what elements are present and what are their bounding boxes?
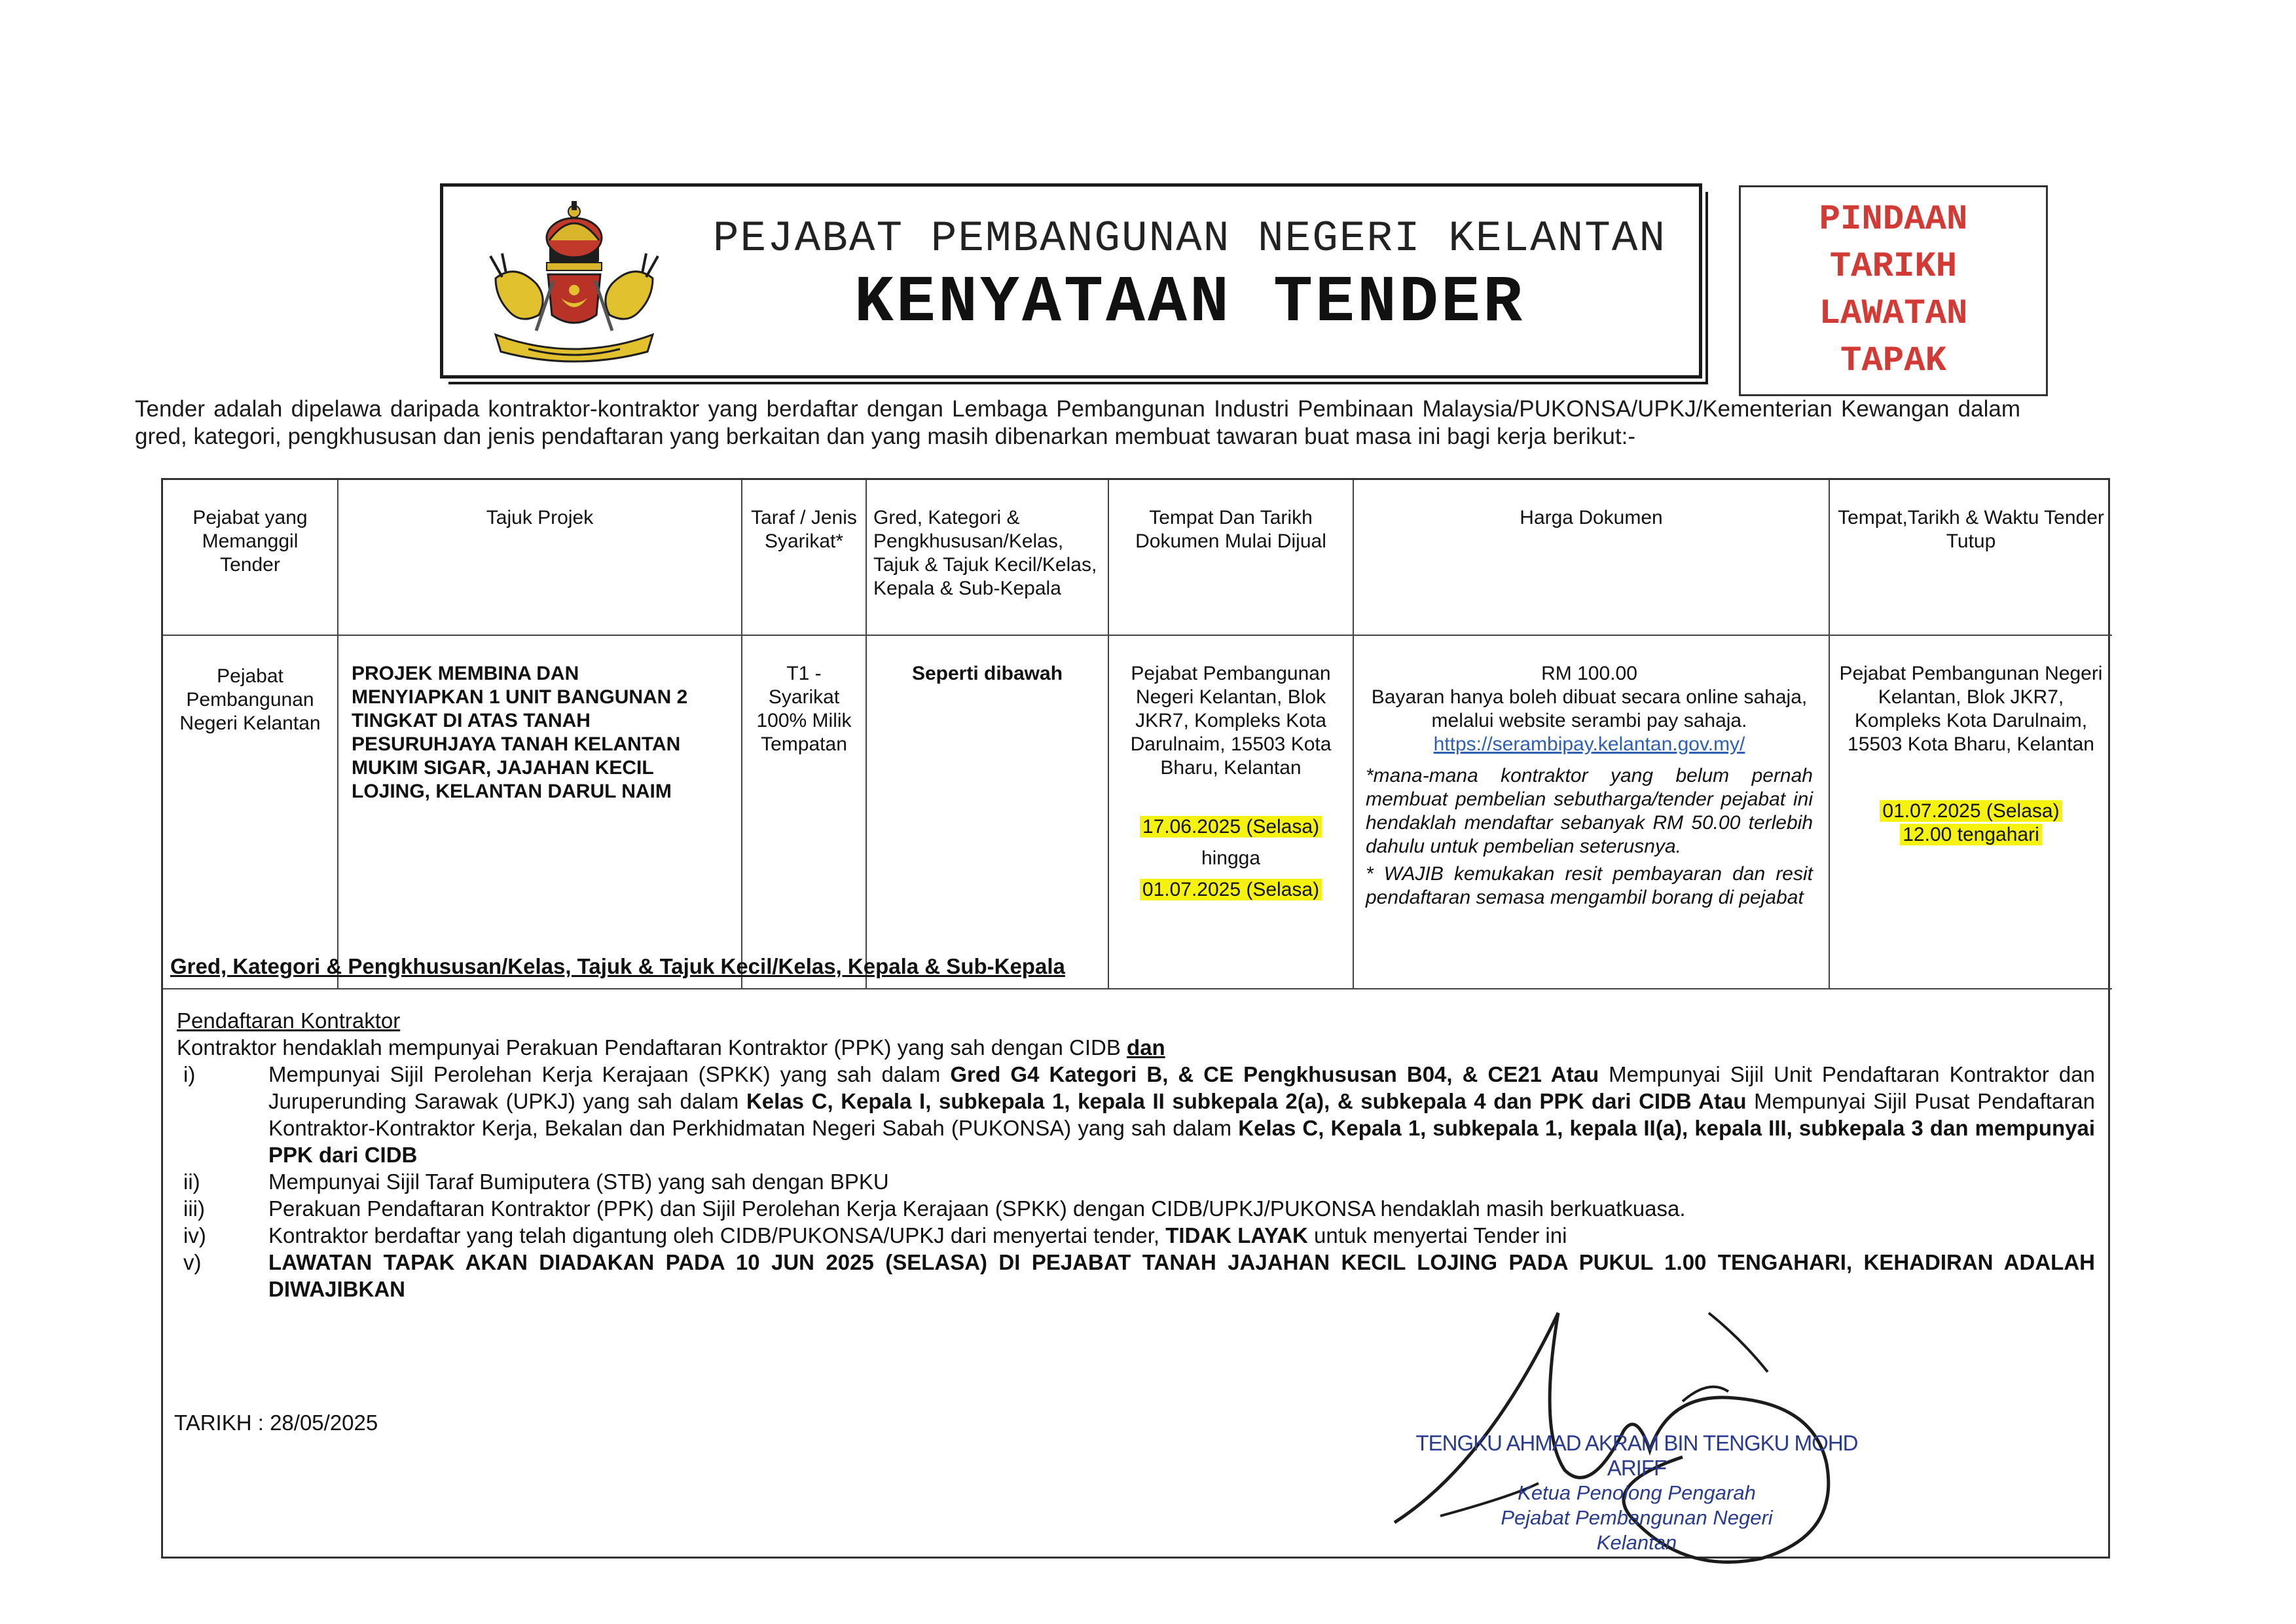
item-bold-text: Kelas C, Kepala I, subkepala 1, kepala II subkepala 2(a), & subkepala 4 dan PPK dari CIDB Atau — [746, 1089, 1747, 1113]
price-receipt-note: * WAJIB kemukakan resit pembayaran dan resit pendaftaran semasa mengambil borang di pejabat — [1366, 863, 1813, 908]
cell-close — [1829, 635, 2112, 989]
cell-grade: Seperti dibawah — [866, 635, 1108, 989]
tender-table — [163, 480, 2112, 989]
list-item — [170, 1061, 2095, 1168]
list-item — [170, 1222, 2095, 1249]
list-item-number: v) — [183, 1250, 202, 1274]
price-note: Bayaran hanya boleh dibuat secara online sahaja, melalui website serambi pay sahaja. — [1371, 686, 1808, 731]
registration-lead-text: Kontraktor hendaklah mempunyai Perakuan Pendaftaran Kontraktor (PPK) yang sah dengan CIDB — [177, 1035, 1121, 1060]
sale-date-from: 17.06.2025 (Selasa) — [1140, 816, 1322, 838]
amendment-line: TAPAK — [1840, 341, 1947, 381]
signature-block — [1401, 1431, 1872, 1555]
amendment-badge — [1739, 185, 2048, 396]
table-row — [163, 635, 2112, 989]
item-bold-text: Gred G4 Kategori B, & CE Pengkhususan B04, & CE21 Atau — [950, 1062, 1599, 1086]
item-text: Perakuan Pendaftaran Kontraktor (PPK) dan Sijil Perolehan Kerja Kerajaan (SPKK) dengan CIDB/UPKJ/PUKONSA hendaklah masih berkuatkuasa. — [268, 1196, 1686, 1221]
list-item-number: ii) — [183, 1170, 200, 1194]
eligibility-section — [170, 953, 2095, 1302]
serambipay-link[interactable]: https://serambipay.kelantan.gov.my/ — [1433, 733, 1745, 755]
signatory-name: TENGKU AHMAD AKRAM BIN TENGKU MOHD ARIFF — [1415, 1431, 1858, 1480]
item-text: Kontraktor berdaftar yang telah digantung oleh CIDB/PUKONSA/UPKJ dari menyertai tender, — [268, 1223, 1166, 1247]
registration-title: Pendaftaran Kontraktor — [177, 1008, 401, 1033]
close-place: Pejabat Pembangunan Negeri Kelantan, Blok JKR7, Kompleks Kota Darulnaim, 15503 Kota Bharu, Kelantan — [1839, 663, 2103, 755]
price-registration-note: *mana-mana kontraktor yang belum pernah membuat pembelian sebutharga/tender pejabat ini hendaklah mendaftar sebanyak RM 50.00 terlebih dahulu untuk pembelian seterusnya. — [1366, 765, 1813, 857]
col-header-price: Harga Dokumen — [1353, 480, 1829, 635]
signatory-office: Pejabat Pembangunan Negeri Kelantan — [1501, 1506, 1773, 1554]
registration-lead-and: dan — [1127, 1035, 1165, 1060]
registration-lead — [177, 1034, 2095, 1061]
list-item — [170, 1195, 2095, 1222]
cell-price — [1353, 635, 1829, 989]
cell-title: PROJEK MEMBINA DAN MENYIAPKAN 1 UNIT BANGUNAN 2 TINGKAT DI ATAS TANAH PESURUHJAYA TANAH KELANTAN MUKIM SIGAR, JAJAHAN KECIL LOJING, KELANTAN DARUL NAIM — [338, 635, 742, 989]
col-header-close: Tempat,Tarikh & Waktu Tender Tutup — [1829, 480, 2112, 635]
item-text: Mempunyai Sijil Pusat Pendaftaran Kontraktor-Kontraktor Kerja, Bekalan dan Perkhidmatan Negeri Sabah (PUKONSA) yang sah dalam — [268, 1089, 2095, 1140]
amendment-line: LAWATAN — [1819, 294, 1968, 334]
item-bold-text: Kelas C, Kepala 1, subkepala 1, kepala II(a), kepala III, subkepala 3 dan mempunyai PPK dari CIDB — [268, 1116, 2096, 1167]
sale-until: hingga — [1201, 847, 1261, 869]
list-item — [170, 1249, 2095, 1302]
cell-office: Pejabat Pembangunan Negeri Kelantan — [163, 635, 338, 989]
price-amount: RM 100.00 — [1541, 663, 1637, 684]
item-text: Mempunyai Sijil Unit Pendaftaran Kontraktor dan Juruperunding Sarawak (UPKJ) yang sah dalam — [268, 1062, 2095, 1113]
section-title: Gred, Kategori & Pengkhususan/Kelas, Tajuk & Tajuk Kecil/Kelas, Kepala & Sub-Kepala — [170, 954, 1065, 978]
close-time: 12.00 tengahari — [1900, 824, 2042, 845]
item-text: Mempunyai Sijil Perolehan Kerja Kerajaan (SPKK) yang sah dalam — [268, 1062, 951, 1086]
item-bold-text: TIDAK LAYAK — [1165, 1223, 1308, 1247]
item-text: Mempunyai Sijil Taraf Bumiputera (STB) yang sah dengan BPKU — [268, 1170, 889, 1194]
sale-place: Pejabat Pembangunan Negeri Kelantan, Blok JKR7, Kompleks Kota Darulnaim, 15503 Kota Bharu, Kelantan — [1130, 663, 1332, 779]
sale-date-to: 01.07.2025 (Selasa) — [1140, 879, 1322, 900]
kelantan-state-crest-icon — [476, 200, 672, 370]
close-date: 01.07.2025 (Selasa) — [1880, 800, 2062, 822]
item-text: LAWATAN TAPAK AKAN DIADAKAN PADA 10 JUN 2025 (SELASA) DI PEJABAT TANAH JAJAHAN KECIL LOJING PADA PUKUL 1.00 TENGAHARI, KEHADIRAN ADALAH DIWAJIBKAN — [268, 1250, 2095, 1301]
signatory-title: Ketua Penolong Pengarah — [1518, 1481, 1756, 1504]
col-header-sale: Tempat Dan Tarikh Dokumen Mulai Dijual — [1108, 480, 1353, 635]
amendment-line: PINDAAN — [1819, 200, 1968, 240]
document-title: KENYATAAN TENDER — [854, 267, 1525, 341]
cell-sale — [1108, 635, 1353, 989]
item-text: untuk menyertai Tender ini — [1307, 1223, 1567, 1247]
table-header-row — [163, 480, 2112, 635]
intro-paragraph: Tender adalah dipelawa daripada kontraktor-kontraktor yang berdaftar dengan Lembaga Pembangunan Industri Pembinaan Malaysia/PUKONSA/UPKJ/Kementerian Kewangan dalam gred, kategori, pengkhususan dan jenis pendaftaran yang berkaitan dan yang masih dibenarkan membuat tawaran buat masa ini bagi kerja berikut:- — [135, 396, 2020, 449]
list-item — [170, 1168, 2095, 1195]
list-item-number: iii) — [183, 1196, 205, 1221]
office-name: PEJABAT PEMBANGUNAN NEGERI KELANTAN — [712, 214, 1667, 263]
col-header-title: Tajuk Projek — [338, 480, 742, 635]
amendment-line: TARIKH — [1829, 247, 1958, 287]
issue-date: TARIKH : 28/05/2025 — [174, 1411, 378, 1435]
list-item-number: iv) — [183, 1223, 206, 1247]
col-header-grade: Gred, Kategori & Pengkhususan/Kelas, Tajuk & Tajuk Kecil/Kelas, Kepala & Sub-Kepala — [866, 480, 1108, 635]
col-header-office: Pejabat yang Memanggil Tender — [163, 480, 338, 635]
list-item-number: i) — [183, 1062, 196, 1086]
col-header-status: Taraf / Jenis Syarikat* — [742, 480, 866, 635]
header-box — [440, 183, 1702, 378]
cell-status: T1 - Syarikat 100% Milik Tempatan — [742, 635, 866, 989]
